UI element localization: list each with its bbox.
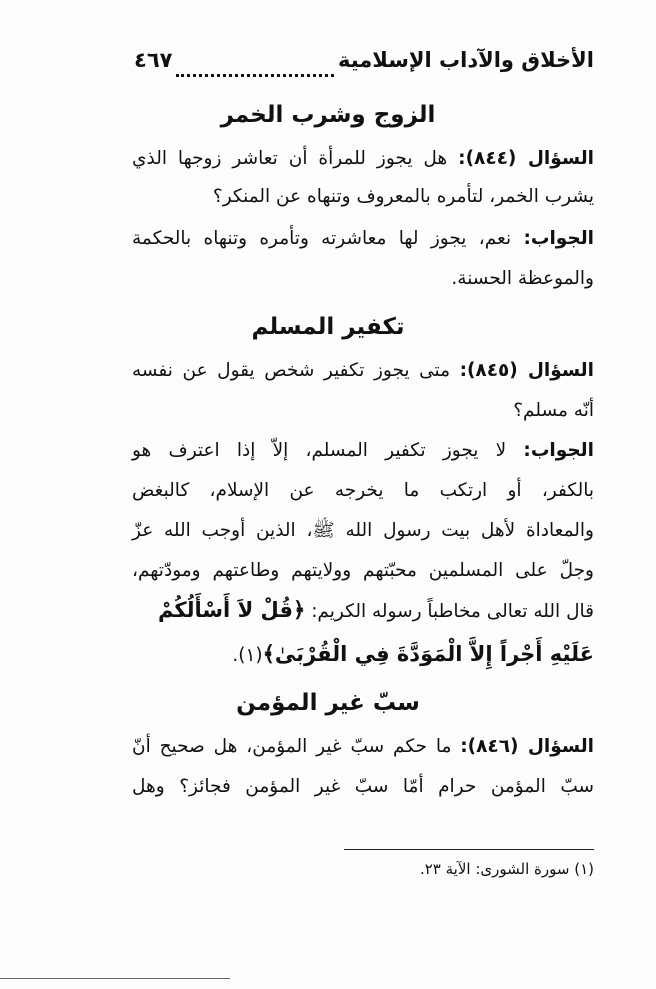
answer-line: والموعظة الحسنة. [451, 268, 594, 289]
section-heading-3: سبّ غير المؤمن [236, 690, 420, 716]
page-number: ٤٦٧ [134, 48, 173, 72]
answer-line [132, 228, 594, 249]
question-text: متى يجوز تكفير شخص يقول عن نفسه [132, 360, 450, 381]
answer-text: نعم، يجوز لها معاشرته وتأمره وتنهاه بالحكمة [132, 228, 512, 249]
footnote-divider [344, 849, 594, 850]
answer-text: قال الله تعالى مخاطباً رسوله الكريم: [311, 601, 594, 622]
quran-verse: ﴿قُلْ لاَ أَسْأَلُكُمْ [157, 598, 306, 622]
answer-line: وجلّ على المسلمين محبّتهم وولايتهم وطاعتهم ومودّتهم، [132, 560, 594, 581]
question-text: ما حكم سبّ غير المؤمن، هل صحيح أنّ [132, 736, 452, 757]
footnote: (١) سورة الشورى: الآية ٢٣. [419, 860, 594, 878]
question-line: أنّه مسلم؟ [513, 400, 594, 421]
question-label: السؤال (٨٤٥): [459, 360, 594, 381]
answer-text: لا يجوز تكفير المسلم، إلاّ إذا اعترف هو [132, 440, 507, 461]
answer-label: الجواب: [523, 440, 594, 461]
book-title: الأخلاق والآداب الإسلامية [337, 48, 594, 72]
question-text: هل يجوز للمرأة أن تعاشر زوجها الذي [132, 148, 448, 169]
leader-dots [176, 60, 334, 77]
question-label: السؤال (٨٤٦): [460, 736, 594, 757]
question-line: سبّ المؤمن حرام أمّا سبّ غير المؤمن فجائز؟ وهل [132, 776, 594, 797]
section-heading-2: تكفير المسلم [251, 314, 405, 340]
answer-line [132, 440, 594, 461]
footnote-marker: (١). [232, 645, 263, 666]
question-line: يشرب الخمر، لتأمره بالمعروف وتنهاه عن المنكر؟ [212, 186, 594, 207]
answer-line: بالكفر، أو ارتكب ما يخرجه عن الإسلام، كالبغض [132, 480, 594, 501]
question-line [132, 360, 594, 381]
question-label: السؤال (٨٤٤): [458, 148, 594, 169]
answer-line: والمعاداة لأهل بيت رسول الله ﷺ، الذين أوجب الله عزّ [132, 520, 594, 541]
question-line [132, 148, 594, 169]
question-line [132, 736, 594, 757]
answer-line [132, 598, 594, 622]
quran-verse: عَلَيْهِ أَجْراً إِلاَّ الْمَوَدَّةَ فِي الْقُرْبَىٰ﴾ [262, 642, 594, 666]
section-heading-1: الزوج وشرب الخمر [220, 102, 436, 128]
answer-line [132, 642, 594, 666]
running-header [134, 48, 594, 88]
answer-label: الجواب: [523, 228, 595, 249]
page-edge-line [0, 978, 230, 979]
